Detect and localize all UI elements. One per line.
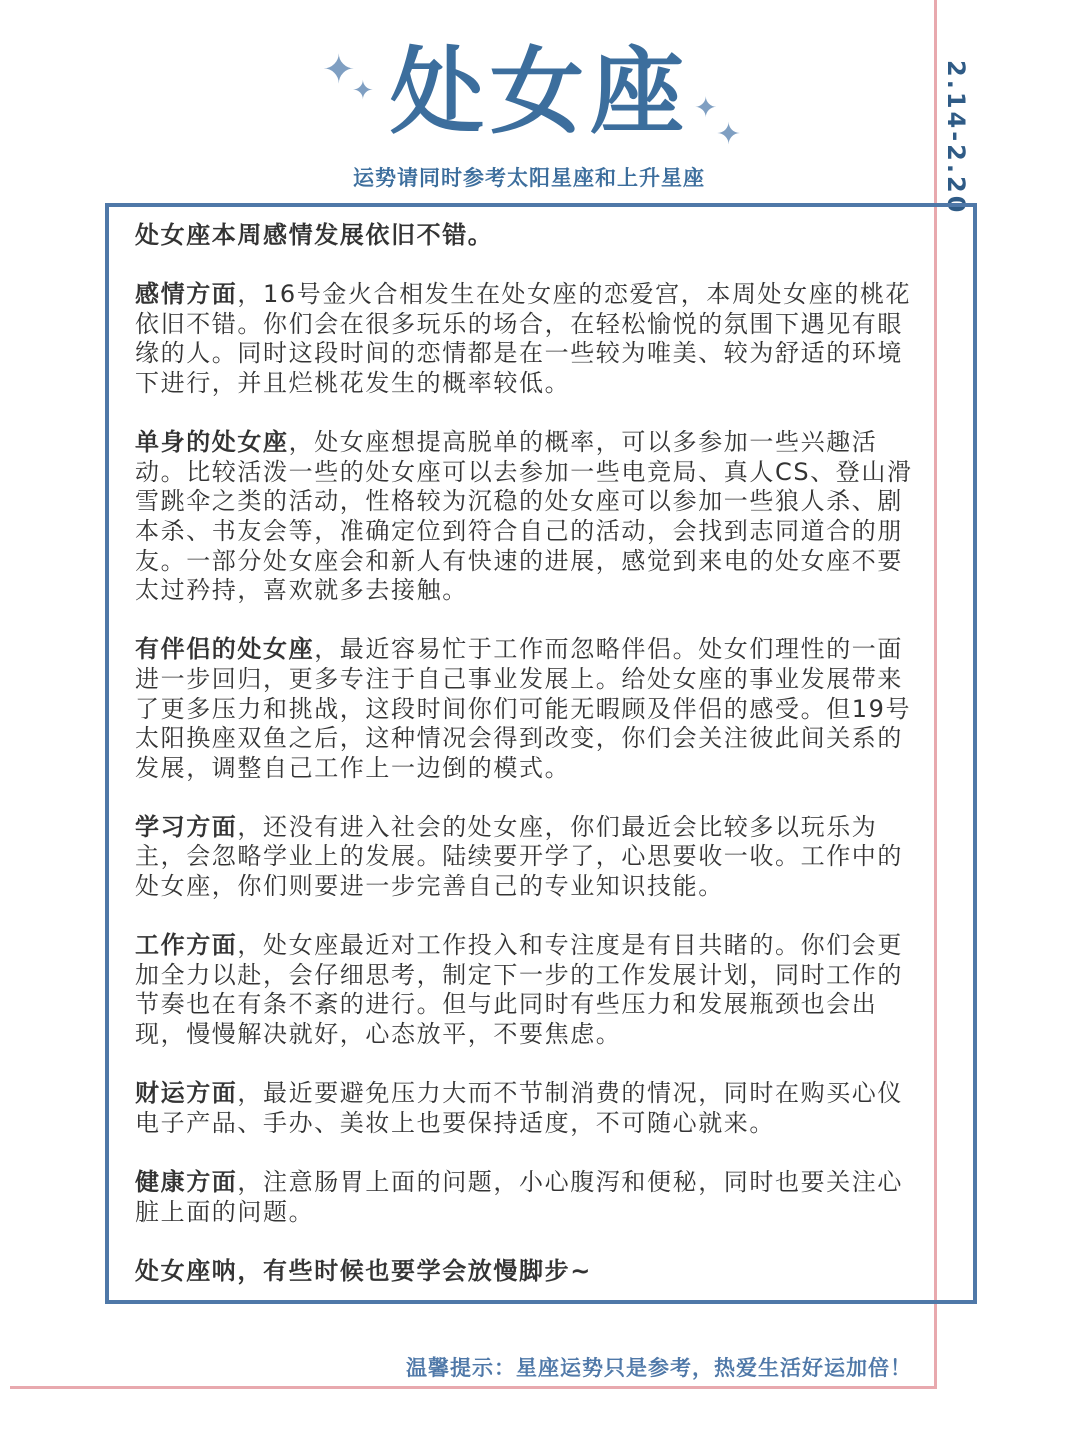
section-label: 学习方面 <box>135 812 238 841</box>
section-partnered <box>135 635 917 783</box>
intro-line: 处女座本周感情发展依旧不错。 <box>135 221 494 249</box>
sparkle-icon: ✦ <box>694 91 718 124</box>
section-text: ，注意肠胃上面的问题，小心腹泻和便秘，同时也要关注心脏上面的问题。 <box>135 1168 904 1226</box>
horizontal-accent-line <box>10 1386 937 1389</box>
section-text: ，处女座最近对工作投入和专注度是有目共睹的。你们会更加全力以赴，会仔细思考，制定下一步的工作发展计划，同时工作的节奏也在有条不紊的进行。但与此同时有些压力和发展瓶颈也会出现，慢慢解决就好，心态放平，不要焦虑。 <box>135 931 904 1049</box>
section-label: 工作方面 <box>135 931 238 960</box>
section-wealth <box>135 1079 917 1138</box>
section-text: ，处女座想提高脱单的概率，可以多参加一些兴趣活动。比较活泼一些的处女座可以去参加一些电竞局、真人CS、登山滑雪跳伞之类的活动，性格较为沉稳的处女座可以参加一些狼人杀、剧本杀、书友会等，准确定位到符合自己的活动，会找到志同道合的朋友。一部分处女座会和新人有快速的进展，感觉到来电的处女座不要太过矜持，喜欢就多去接触。 <box>135 428 913 605</box>
section-label: 健康方面 <box>135 1168 238 1196</box>
sparkle-icon: ✦ <box>352 76 374 106</box>
section-text: ，还没有进入社会的处女座，你们最近会比较多以玩乐为主，会忽略学业上的发展。陆续要开学了，心思要收一收。工作中的处女座，你们则要进一步完善自己的专业知识技能。 <box>135 812 903 901</box>
section-health <box>135 1168 917 1227</box>
section-label: 单身的处女座 <box>135 428 289 457</box>
horoscope-body <box>135 221 917 1316</box>
section-label: 感情方面 <box>135 280 238 309</box>
page-subtitle: 运势请同时参考太阳星座和上升星座 <box>353 166 705 190</box>
section-label: 财运方面 <box>135 1079 238 1108</box>
section-text: ，最近容易忙于工作而忽略伴侣。处女们理性的一面进一步回归，更多专注于自己事业发展上。给处女座的事业发展带来了更多压力和挑战，这段时间你们可能无暇顾及伴侣的感受。但19号太阳换座双鱼之后，这种情况会得到改变，你们会关注彼此间关系的发展，调整自己工作上一边倒的模式。 <box>135 635 912 782</box>
section-love <box>135 280 917 398</box>
page-title: 处女座 <box>389 38 690 147</box>
sparkle-icon: ✦ <box>322 47 356 93</box>
section-text: ，最近要避免压力大而不节制消费的情况，同时在购买心仪电子产品、手办、美妆上也要保持适度，不可随心就来。 <box>135 1079 904 1137</box>
section-label: 有伴侣的处女座 <box>135 635 315 664</box>
section-work <box>135 931 917 1049</box>
section-study <box>135 813 917 902</box>
section-single <box>135 428 917 606</box>
section-text: ，16号金火合相发生在处女座的恋爱宫，本周处女座的桃花依旧不错。你们会在很多玩乐的场合，在轻松愉悦的氛围下遇见有眼缘的人。同时这段时间的恋情都是在一些较为唯美、较为舒适的环境下进行，并且烂桃花发生的概率较低。 <box>135 280 912 397</box>
closing-line: 处女座呐，有些时候也要学会放慢脚步~ <box>135 1256 592 1285</box>
footer-note: 温馨提示：星座运势只是参考，热爱生活好运加倍！ <box>406 1356 912 1380</box>
date-range: 2.14-2.20 <box>942 60 970 216</box>
sparkle-icon: ✦ <box>716 117 742 152</box>
